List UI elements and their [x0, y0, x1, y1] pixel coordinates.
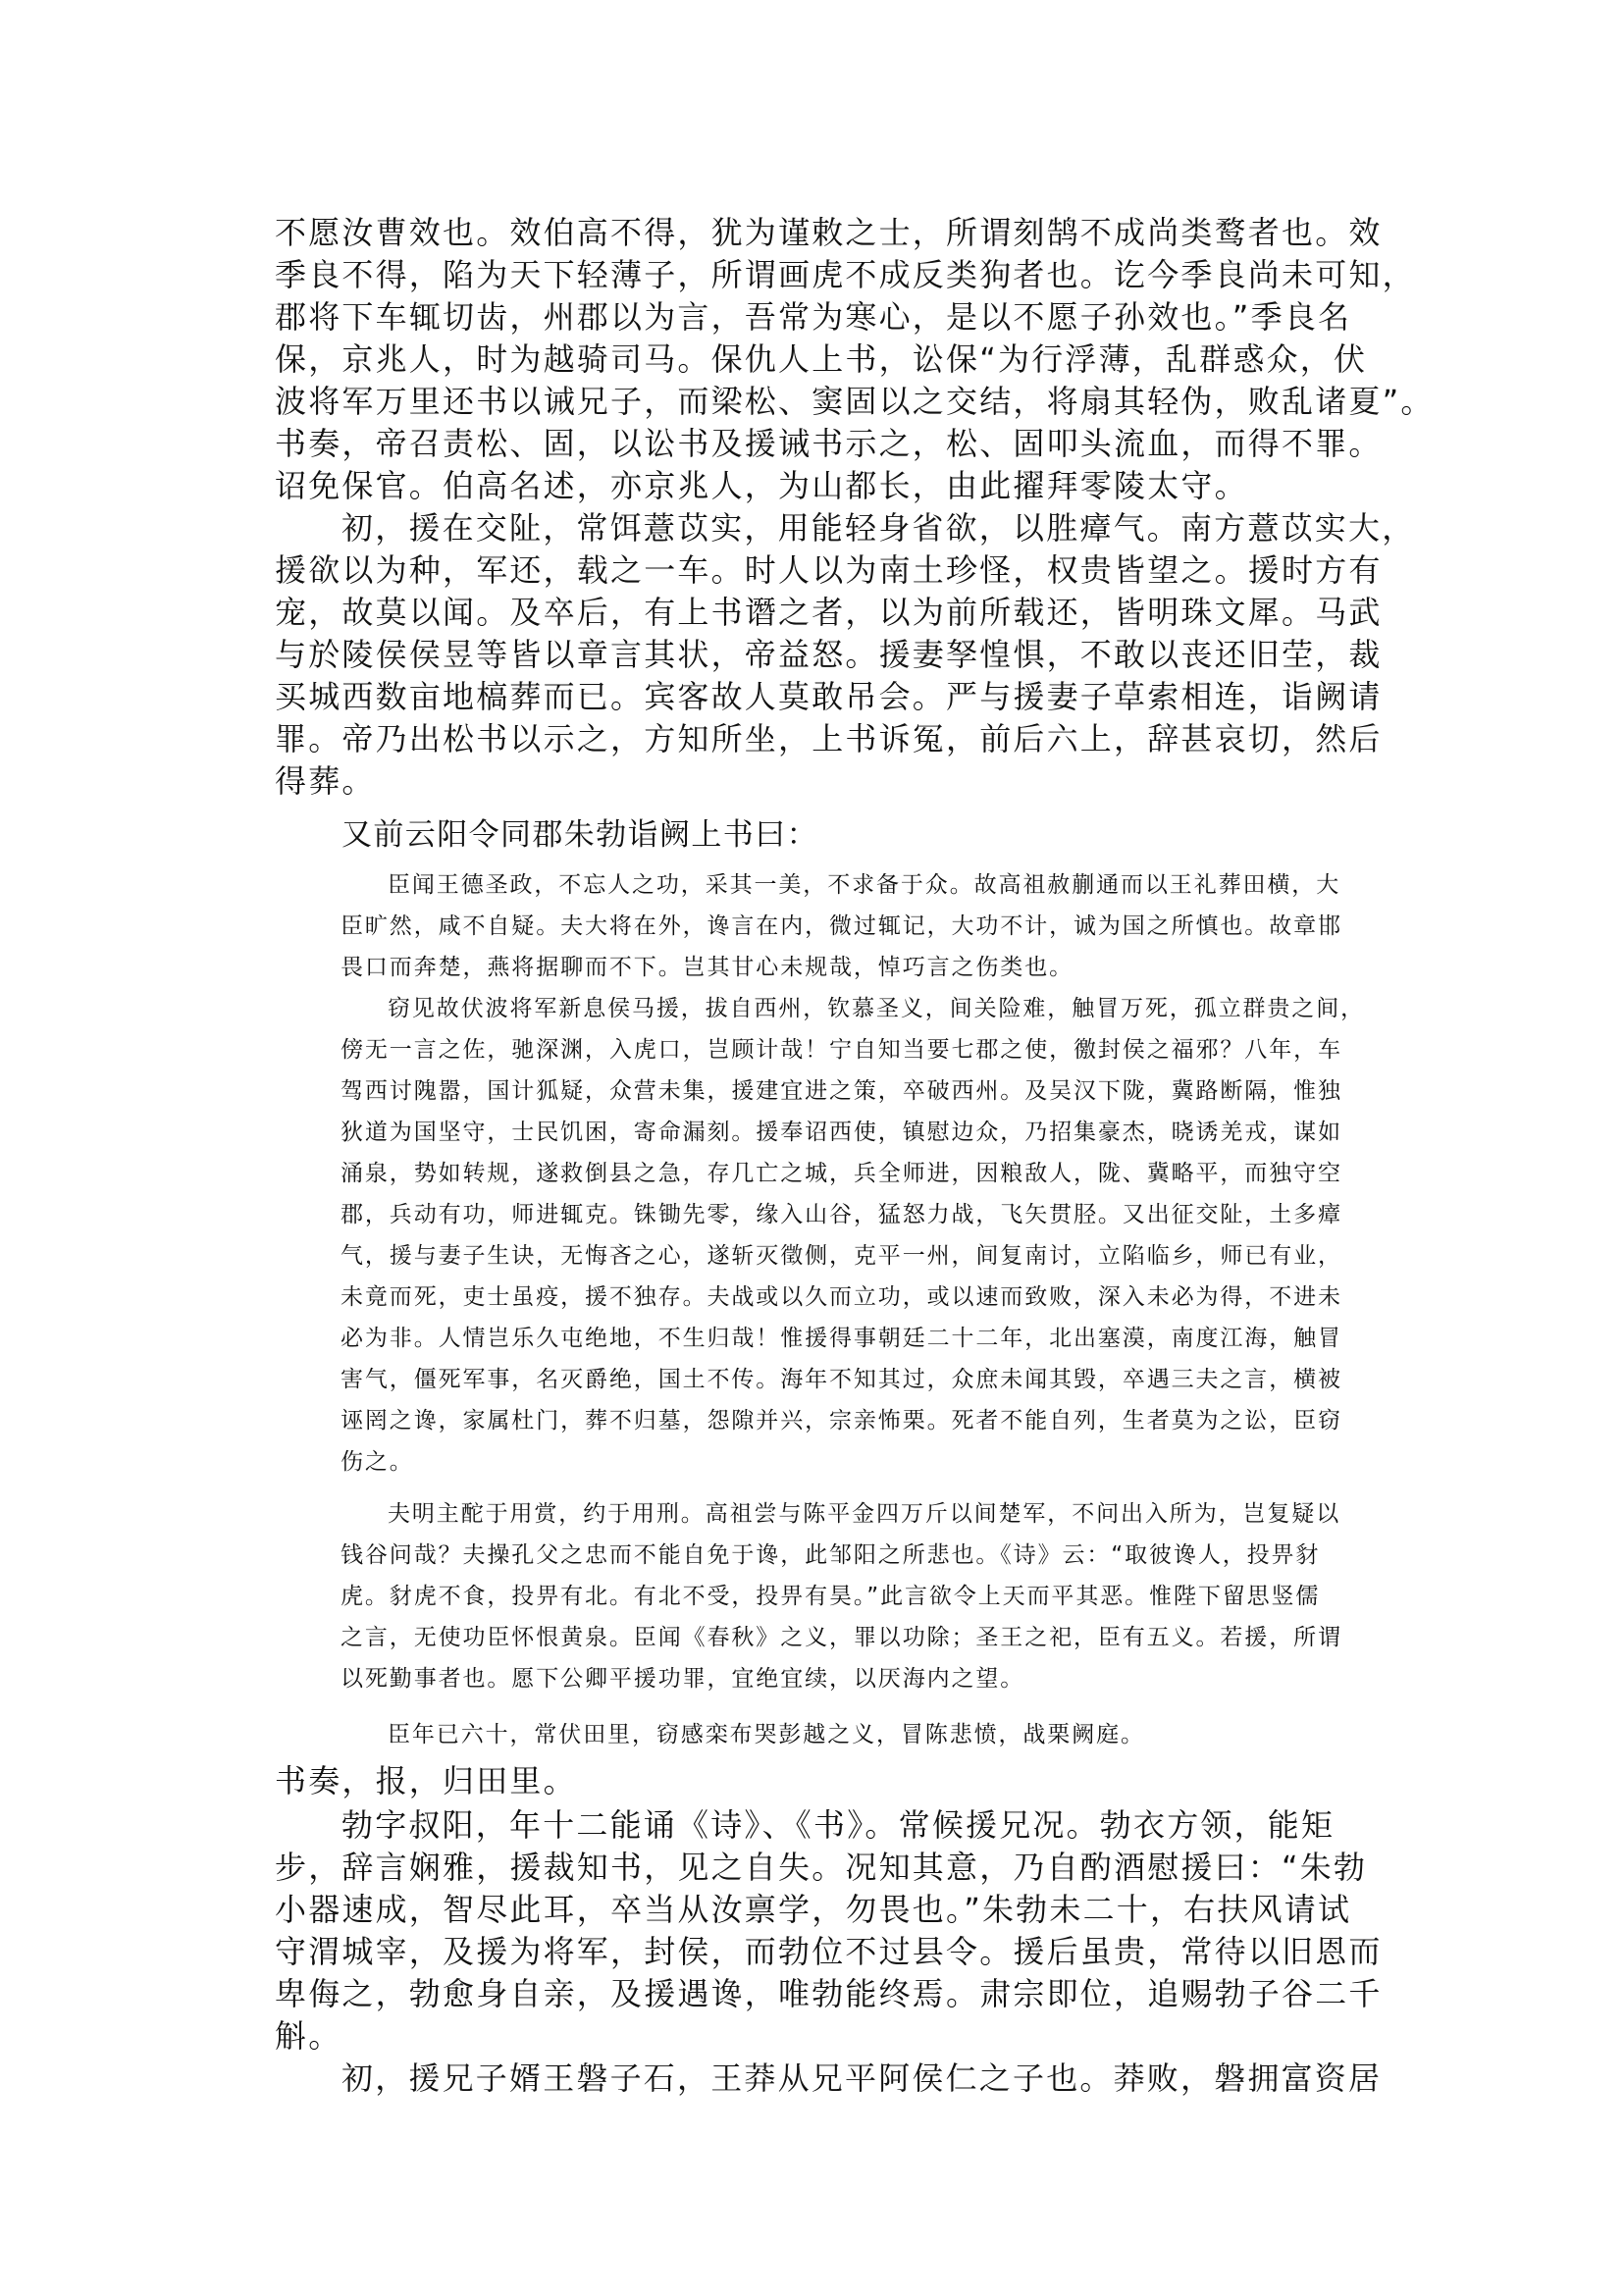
memorial-line: 驾西讨隗嚣，国计狐疑，众营未集，援建宜进之策，卒破西州。及吴汉下陇，冀路断隔，惟独: [341, 1078, 1342, 1104]
memorial-line: 必为非。人情岂乐久屯绝地，不生归哉！惟援得事朝廷二十二年，北出塞漠，南度江海，触冒: [341, 1326, 1342, 1351]
paragraph-first-line: 勃字叔阳，年十二能诵《诗》、《书》。常候援兄况。勃衣方领，能矩: [341, 1806, 1336, 1844]
memorial-closing: 臣年已六十，常伏田里，窃感栾布哭彭越之义，冒陈悲愤，战栗阙庭。: [388, 1722, 1145, 1747]
memorial-line: 未竟而死，吏士虽疫，援不独存。夫战或以久而立功，或以速而致败，深入未必为得，不进未: [341, 1284, 1342, 1310]
text-line: 郡将下车辄切齿，州郡以为言，吾常为寒心，是以不愿子孙效也。”季良名: [275, 298, 1352, 336]
memorial-line: 虎。豺虎不食，投畀有北。有北不受，投畀有昊。”此言欲令上天而平其恶。惟陛下留思竖儒: [341, 1584, 1321, 1609]
memorial-line: 傍无一言之佐，驰深渊，入虎口，岂顾计哉！宁自知当要七郡之使，徼封侯之福邪？八年，车: [341, 1037, 1342, 1063]
memorial-line: 臣闻王德圣政，不忘人之功，采其一美，不求备于众。故高祖赦蒯通而以王礼葬田横，大: [388, 872, 1341, 898]
text-line: 诏免保官。伯高名述，亦京兆人，为山都长，由此擢拜零陵太守。: [275, 467, 1248, 504]
memorial-line: 钱谷问哉？夫操孔父之忠而不能自免于谗，此邹阳之所悲也。《诗》云：“取彼谗人，投畀豺: [341, 1542, 1321, 1568]
text-line: 不愿汝曹效也。效伯高不得，犹为谨敕之士，所谓刻鹄不成尚类鹜者也。效: [275, 214, 1383, 251]
memorial-line: 臣旷然，咸不自疑。夫大将在外，谗言在内，微过辄记，大功不计，诚为国之所慎也。故章邯: [341, 913, 1342, 939]
text-line: 保，京兆人，时为越骑司马。保仇人上书，讼保“为行浮薄，乱群惑众，伏: [275, 340, 1368, 378]
memorial-line: 诬罔之谗，家属杜门，葬不归墓，怨隙并兴，宗亲怖栗。死者不能自列，生者莫为之讼，臣窃: [341, 1408, 1342, 1434]
memorial-line: 气，援与妻子生诀，无悔吝之心，遂斩灭徵侧，克平一州，间复南讨，立陷临乡，师已有业，: [341, 1243, 1342, 1269]
text-line: 与於陵侯侯昱等皆以章言其状，帝益怒。援妻孥惶惧，不敢以丧还旧茔，裁: [275, 636, 1383, 673]
text-line: 买城西数亩地槁葬而已。宾客故人莫敢吊会。严与援妻子草索相连，诣阙请: [275, 678, 1383, 715]
paragraph-first-line: 初，援在交阯，常饵薏苡实，用能轻身省欲，以胜瘴气。南方薏苡实大，: [341, 509, 1416, 547]
memorial-line: 以死勤事者也。愿下公卿平援功罪，宜绝宜续，以厌海内之望。: [341, 1666, 1025, 1692]
text-line: 斛。: [275, 2017, 342, 2055]
text-line: 季良不得，陷为天下轻薄子，所谓画虎不成反类狗者也。讫今季良尚未可知，: [275, 256, 1416, 293]
text-line: 守渭城宰，及援为将军，封侯，而勃位不过县令。援后虽贵，常待以旧恩而: [275, 1933, 1383, 1970]
text-line: 卑侮之，勃愈身自亲，及援遇谗，唯勃能终焉。肃宗即位，追赐勃子谷二千: [275, 1975, 1383, 2012]
memorial-line: 之言，无使功臣怀恨黄泉。臣闻《春秋》之义，罪以功除；圣王之祀，臣有五义。若援，所谓: [341, 1625, 1342, 1650]
text-line: 步，辞言娴雅，援裁知书，见之自失。况知其意，乃自酌酒慰援曰：“朱勃: [275, 1849, 1368, 1886]
text-line: 援欲以为种，军还，载之一车。时人以为南土珍怪，权贵皆望之。援时方有: [275, 551, 1383, 589]
text-line: 书奏，报，归田里。: [275, 1762, 577, 1799]
text-line: 得葬。: [275, 762, 376, 800]
paragraph-first-line: 初，援兄子婿王磐子石，王莽从兄平阿侯仁之子也。莽败，磐拥富资居: [341, 2059, 1383, 2097]
text-line: 宠，故莫以闻。及卒后，有上书谮之者，以为前所载还，皆明珠文犀。马武: [275, 594, 1383, 631]
text-line: 罪。帝乃出松书以示之，方知所坐，上书诉冤，前后六上，辞甚哀切，然后: [275, 720, 1383, 757]
text-line: 书奏，帝召责松、固，以讼书及援诫书示之，松、固叩头流血，而得不罪。: [275, 425, 1383, 462]
memorial-line: 夫明主酡于用赏，约于用刑。高祖尝与陈平金四万斤以间楚军，不问出入所为，岂复疑以: [388, 1501, 1341, 1527]
text-line: 波将军万里还书以诫兄子，而梁松、窦固以之交结，将扇其轻伪，败乱诸夏”。: [275, 383, 1435, 420]
memorial-line: 害气，僵死军事，名灭爵绝，国土不传。海年不知其过，众庶未闻其毁，卒遇三夫之言，横被: [341, 1367, 1342, 1392]
memorial-intro: 又前云阳令同郡朱勃诣阙上书曰：: [341, 817, 818, 853]
memorial-line: 郡，兵动有功，师进辄克。铢锄先零，缘入山谷，猛怒力战，飞矢贯胫。又出征交阯，土多瘴: [341, 1202, 1342, 1227]
memorial-line: 涌泉，势如转规，遂救倒县之急，存几亡之城，兵全师进，因粮敌人，陇、冀略平，而独守空: [341, 1161, 1342, 1186]
memorial-line: 窃见故伏波将军新息侯马援，拔自西州，钦慕圣义，间关险难，触冒万死，孤立群贵之间，: [388, 996, 1365, 1021]
text-line: 小器速成，智尽此耳，卒当从汝禀学，勿畏也。”朱勃未二十，右扶风请试: [275, 1891, 1352, 1928]
memorial-line: 狄道为国坚守，士民饥困，寄命漏刻。援奉诏西使，镇慰边众，乃招集豪杰，晓诱羌戎，谋如: [341, 1120, 1342, 1145]
memorial-line: 伤之。: [341, 1449, 414, 1475]
memorial-line: 畏口而奔楚，燕将据聊而不下。岂其甘心未规哉，悼巧言之伤类也。: [341, 955, 1074, 980]
